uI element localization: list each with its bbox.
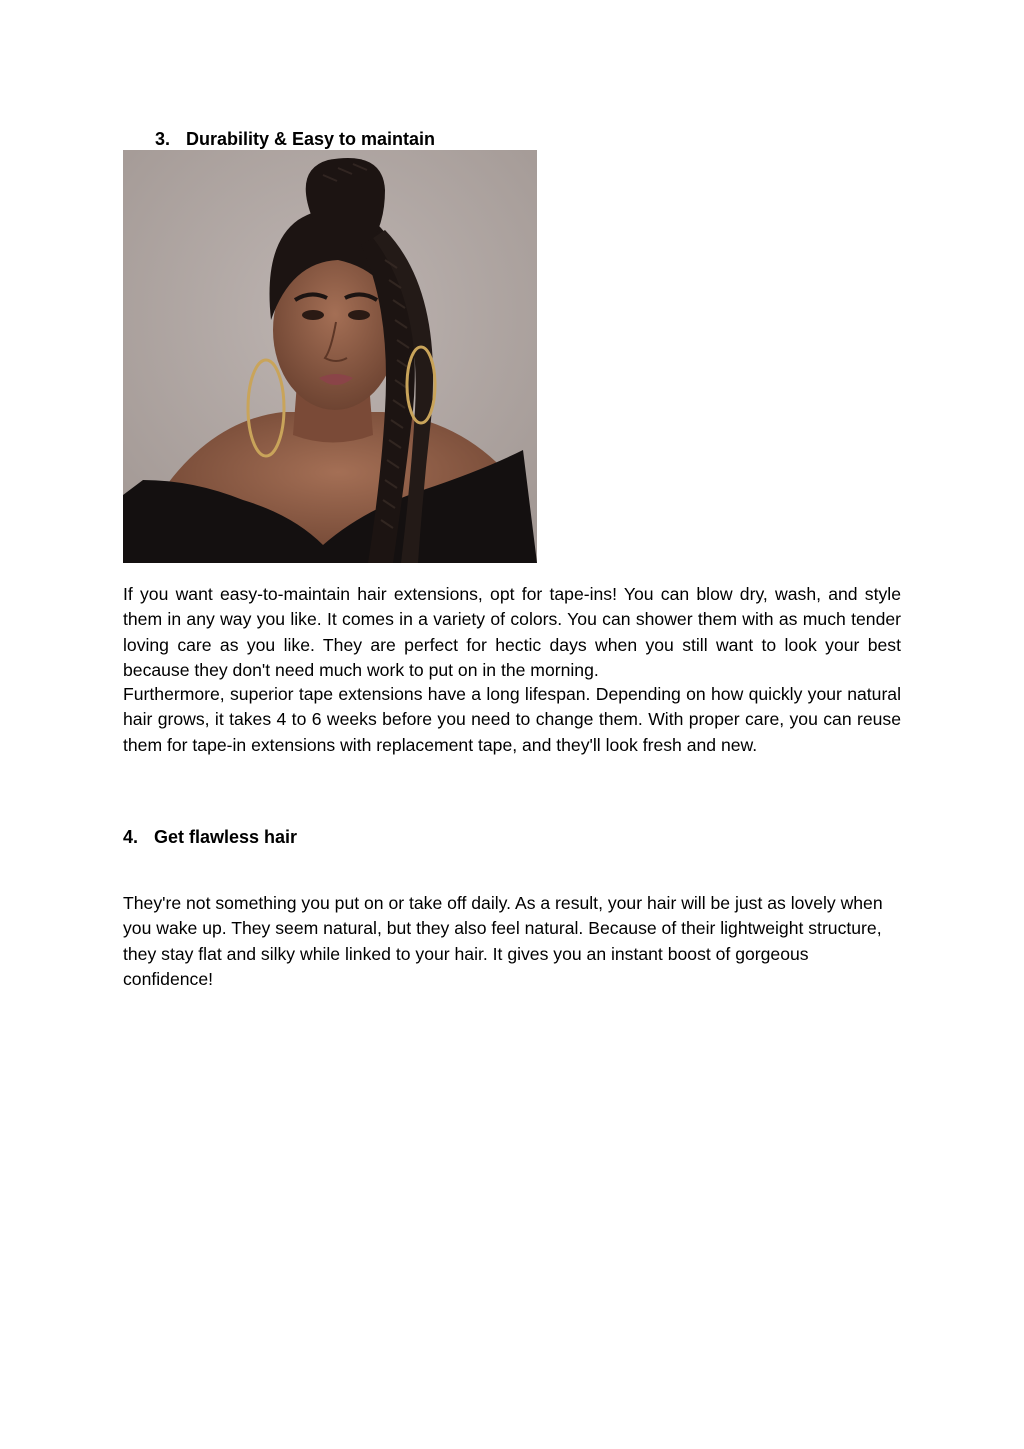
section-title: Durability & Easy to maintain — [186, 129, 436, 149]
braided-hairstyle-photo — [123, 150, 537, 563]
section-paragraph: Furthermore, superior tape extensions have a long lifespan. Depending on how quickly your natural hair grows, it takes 4 to 6 weeks before you need to change them. With proper care, you can reuse them for tape-in extensions with replacement tape, and they'll look fresh and new. — [123, 684, 901, 755]
section-paragraph: If you want easy-to-maintain hair extensions, opt for tape-ins! You can blow dry, wash, and style them in any way you like. It comes in a variety of colors. You can shower them with as much tender loving care as you like. They are perfect for hectic days when you still want to look your best because they don't need much work to put on in the morning. — [123, 584, 901, 680]
section-number: 4. — [123, 827, 139, 847]
section-heading-flawless-hair — [123, 826, 297, 848]
section-paragraph: They're not something you put on or take off daily. As a result, your hair will be just as lovely when you wake up. They seem natural, but they also feel natural. Because of their lightweight structure, they stay flat and silky while linked to your hair. It gives you an instant boost of gorgeous confidence! — [123, 893, 883, 989]
section-title: Get flawless hair — [154, 827, 298, 847]
section-number: 3. — [155, 129, 171, 149]
section-heading-durability — [155, 128, 435, 150]
